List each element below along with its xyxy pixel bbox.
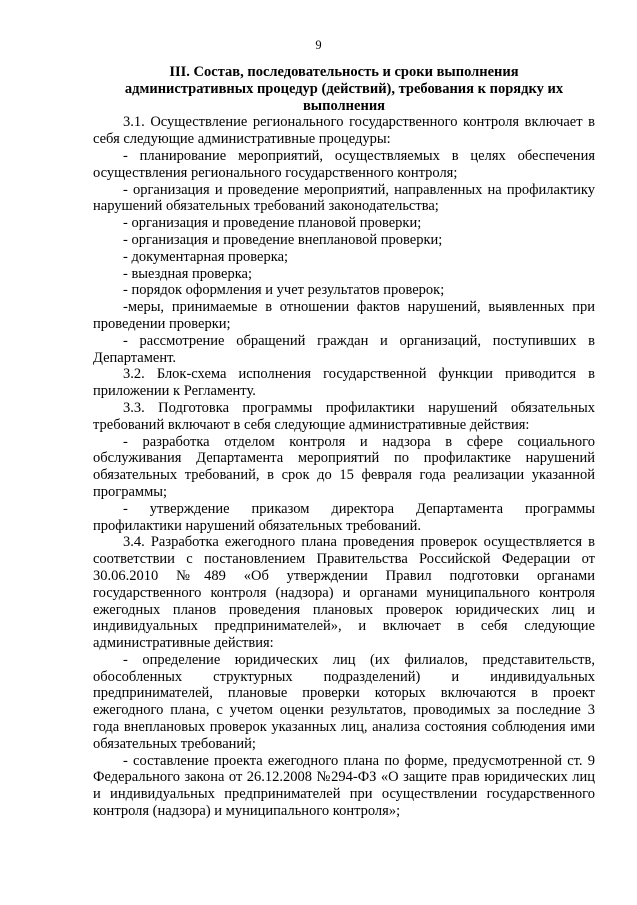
- paragraph-3-1: 3.1. Осуществление регионального государственного контроля включает в себя следующие административные процедуры:: [93, 114, 595, 148]
- list-item: - утверждение приказом директора Департамента программы профилактики нарушений обязательных требований.: [93, 500, 595, 534]
- list-item: - определение юридических лиц (их филиалов, представительств, обособленных структурных подразделений) и индивидуальных предпринимателей, плановые проверки которых включаются в проект ежегодного плана, с учетом оценки результатов, проводимых за последние 3 года внеплановых проверок указанных лиц, анализа состояния соблюдения ими обязательных требований;: [93, 651, 595, 752]
- page-number: 9: [315, 38, 322, 52]
- heading-line: III. Состав, последовательность и сроки выполнения: [169, 64, 519, 80]
- list-item: - организация и проведение плановой проверки;: [123, 215, 422, 232]
- section-heading: [93, 64, 595, 114]
- list-item: - организация и проведение внеплановой проверки;: [123, 231, 443, 248]
- list-item: - выездная проверка;: [123, 265, 252, 282]
- list-item: -меры, принимаемые в отношении фактов нарушений, выявленных при проведении проверки;: [93, 299, 595, 332]
- list-item: - составление проекта ежегодного плана по форме, предусмотренной ст. 9 Федерального закона от 26.12.2008 №294-ФЗ «О защите прав юридических лиц и индивидуальных предпринимателей при осуществлении государственного контроля (надзора) и муниципального контроля»;: [93, 752, 595, 820]
- document-body: [93, 114, 595, 819]
- list-item: - разработка отделом контроля и надзора в сфере социального обслуживания Департамента мероприятий по профилактике нарушений обязательных требований, в срок до 15 февраля года реализации указанной программы;: [93, 433, 595, 500]
- list-item: - организация и проведение мероприятий, направленных на профилактику нарушений обязательных требований законодательства;: [93, 181, 595, 215]
- list-item: - документарная проверка;: [123, 248, 289, 265]
- paragraph-3-3: 3.3. Подготовка программы профилактики нарушений обязательных требований включают в себя следующие административные действия:: [93, 399, 595, 433]
- heading-line: административных процедур (действий), требования к порядку их: [124, 80, 564, 97]
- heading-line: выполнения: [302, 97, 386, 114]
- paragraph-3-2: 3.2. Блок-схема исполнения государственной функции приводится в приложении к Регламенту.: [93, 366, 595, 400]
- list-item: - порядок оформления и учет результатов проверок;: [123, 282, 445, 299]
- paragraph-3-4: 3.4. Разработка ежегодного плана проведения проверок осуществляется в соответствии с постановлением Правительства Российской Федерации от 30.06.2010 №489 «Об утверждении Правил подготовки органами государственного контроля (надзора) и органами муниципального контроля ежегодных планов проведения плановых проверок юридических лиц и индивидуальных предпринимателей», и включает в себя следующие административные действия:: [93, 534, 595, 652]
- list-item: - планирование мероприятий, осуществляемых в целях обеспечения осуществления регионального государственного контроля;: [93, 147, 595, 181]
- list-item: - рассмотрение обращений граждан и организаций, поступивших в Департамент.: [93, 332, 595, 366]
